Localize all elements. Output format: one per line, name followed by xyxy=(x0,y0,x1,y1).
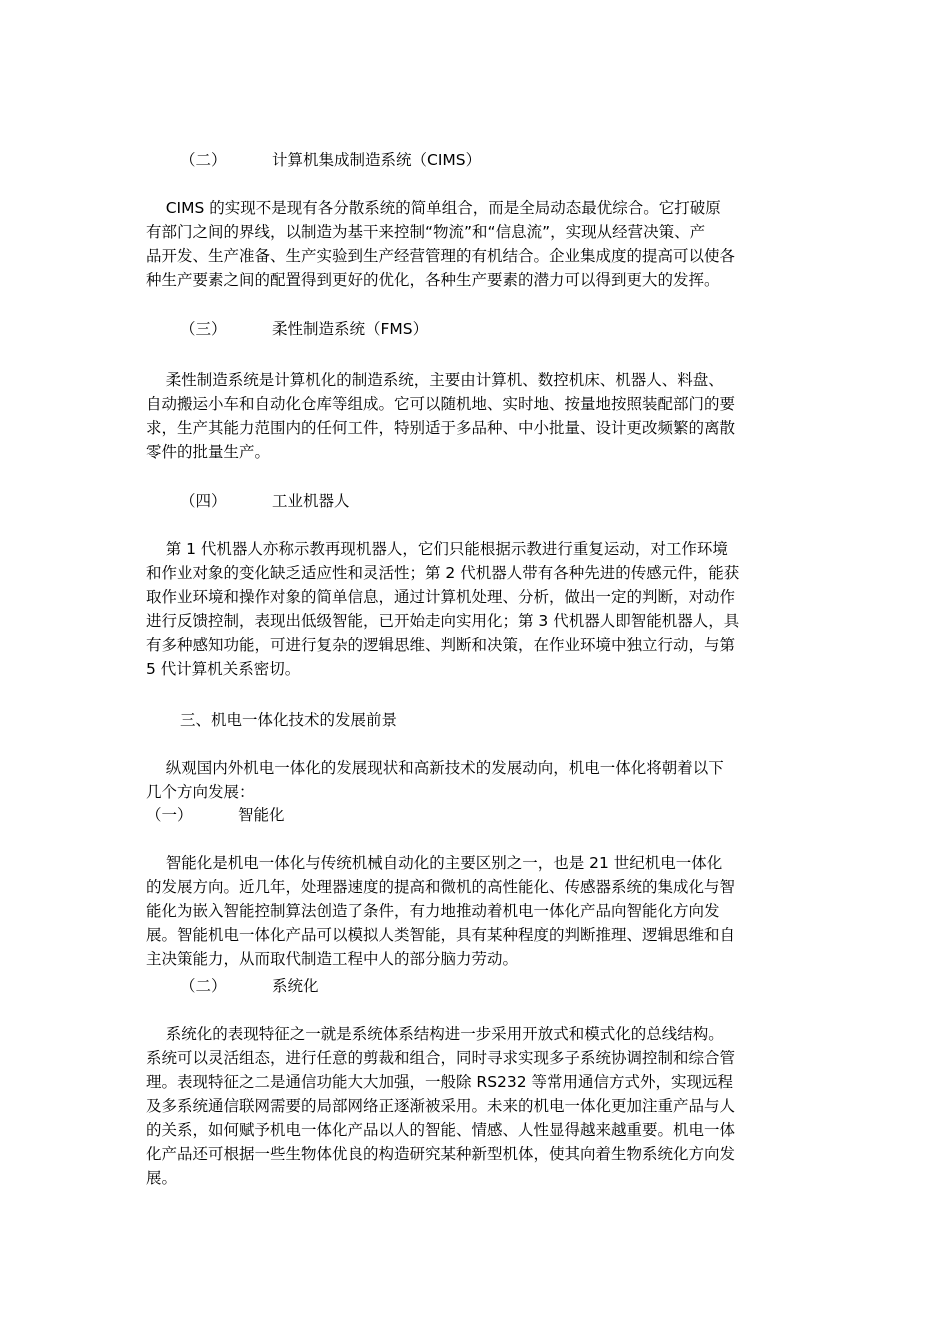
paragraph-line: 展。 xyxy=(146,1169,178,1187)
paragraph-prospect xyxy=(146,756,786,804)
paragraph-line: 的发展方向。近几年，处理器速度的提高和微机的高性能化、传感器系统的集成化与智 xyxy=(146,878,736,896)
paragraph-line: 系统可以灵活组态，进行任意的剪裁和组合，同时寻求实现多子系统协调控制和综合管 xyxy=(146,1049,736,1067)
paragraph-line: 和作业对象的变化缺乏适应性和灵活性；第 2 代机器人带有各种先进的传感元件，能获 xyxy=(146,564,740,582)
paragraph-line: 有多种感知功能，可进行复杂的逻辑思维、判断和决策，在作业环境中独立行动，与第 xyxy=(146,636,736,654)
paragraph-line: 系统化的表现特征之一就是系统体系结构进一步采用开放式和模式化的总线结构。 xyxy=(146,1025,724,1043)
paragraph-line: 进行反馈控制，表现出低级智能，已开始走向实用化；第 3 代机器人即智能机器人，具 xyxy=(146,612,740,630)
paragraph-line: 主决策能力，从而取代制造工程中人的部分脑力劳动。 xyxy=(146,950,519,968)
paragraph-line: 种生产要素之间的配置得到更好的优化，各种生产要素的潜力可以得到更大的发挥。 xyxy=(146,271,720,289)
paragraph-line: 几个方向发展： xyxy=(146,783,255,801)
paragraph-fms xyxy=(146,368,786,464)
heading-number: （二） xyxy=(180,977,227,995)
paragraph-intelligence xyxy=(146,851,786,971)
paragraph-line: 化产品还可根据一些生物体优良的构造研究某种新型机体，使其向着生物系统化方向发 xyxy=(146,1145,736,1163)
paragraph-line: 柔性制造系统是计算机化的制造系统，主要由计算机、数控机床、机器人、料盘、 xyxy=(146,371,724,389)
section-heading-cims xyxy=(180,148,580,172)
paragraph-line: 品开发、生产准备、生产实验到生产经营管理的有机结合。企业集成度的提高可以使各 xyxy=(146,247,736,265)
section-heading-prospect xyxy=(180,708,580,732)
paragraph-line: 第 1 代机器人亦称示教再现机器人，它们只能根据示教进行重复运动，对工作环境 xyxy=(146,540,728,558)
heading-title: 系统化 xyxy=(272,977,319,995)
section-heading-fms xyxy=(180,317,580,341)
paragraph-line: 求，生产其能力范围内的任何工件，特别适于多品种、中小批量、设计更改频繁的离散 xyxy=(146,419,736,437)
heading-number: （一） xyxy=(146,806,193,824)
paragraph-line: 5 代计算机关系密切。 xyxy=(146,660,301,678)
paragraph-systematization xyxy=(146,1022,786,1190)
paragraph-line: 理。表现特征之二是通信功能大大加强，一般除 RS232 等常用通信方式外，实现远程 xyxy=(146,1073,734,1091)
paragraph-line: 有部门之间的界线，以制造为基干来控制“物流”和“信息流”，实现从经营决策、产 xyxy=(146,223,706,241)
heading-number: （三） xyxy=(180,320,227,338)
paragraph-line: 能化为嵌入智能控制算法创造了条件，有力地推动着机电一体化产品向智能化方向发 xyxy=(146,902,720,920)
heading-title: 工业机器人 xyxy=(272,492,350,510)
paragraph-line: 零件的批量生产。 xyxy=(146,443,271,461)
heading-title: 智能化 xyxy=(238,806,285,824)
section-heading-systematization xyxy=(180,974,580,998)
heading-number: （四） xyxy=(180,492,227,510)
paragraph-line: CIMS 的实现不是现有各分散系统的简单组合，而是全局动态最优综合。它打破原 xyxy=(146,199,721,217)
heading-number: （二） xyxy=(180,151,227,169)
section-heading-intelligence xyxy=(146,803,546,827)
paragraph-cims xyxy=(146,196,786,292)
paragraph-line: 展。智能机电一体化产品可以模拟人类智能，具有某种程度的判断推理、逻辑思维和自 xyxy=(146,926,736,944)
heading-title: 计算机集成制造系统（CIMS） xyxy=(272,151,482,169)
heading-title: 柔性制造系统（FMS） xyxy=(272,320,429,338)
section-heading-robot xyxy=(180,489,580,513)
paragraph-robot xyxy=(146,537,786,681)
paragraph-line: 取作业环境和操作对象的简单信息，通过计算机处理、分析，做出一定的判断，对动作 xyxy=(146,588,736,606)
paragraph-line: 及多系统通信联网需要的局部网络正逐渐被采用。未来的机电一体化更加注重产品与人 xyxy=(146,1097,736,1115)
paragraph-line: 智能化是机电一体化与传统机械自动化的主要区别之一，也是 21 世纪机电一体化 xyxy=(146,854,723,872)
paragraph-line: 的关系，如何赋予机电一体化产品以人的智能、情感、人性显得越来越重要。机电一体 xyxy=(146,1121,736,1139)
paragraph-line: 纵观国内外机电一体化的发展现状和高新技术的发展动向，机电一体化将朝着以下 xyxy=(146,759,724,777)
paragraph-line: 自动搬运小车和自动化仓库等组成。它可以随机地、实时地、按量地按照装配部门的要 xyxy=(146,395,736,413)
heading-title: 三、机电一体化技术的发展前景 xyxy=(180,711,398,729)
